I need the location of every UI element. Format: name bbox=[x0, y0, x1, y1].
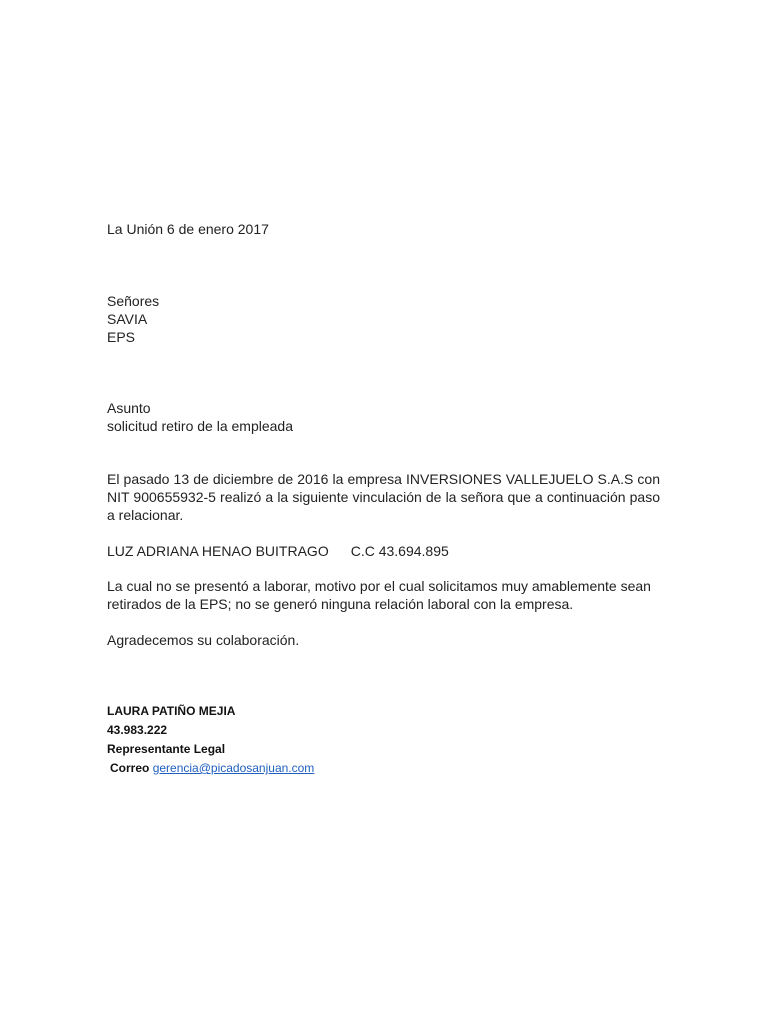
recipient-line-2: EPS bbox=[107, 329, 136, 345]
recipient-salutation: Señores bbox=[107, 293, 160, 309]
subject-label: Asunto bbox=[107, 400, 151, 416]
recipient-block bbox=[107, 292, 660, 346]
body-paragraph-2: La cual no se presentó a laborar, motivo por el cual solicitamos muy amablemente sean retirados de la EPS; no se generó ninguna relación laboral con la empresa. bbox=[107, 578, 651, 612]
signature-block bbox=[107, 702, 314, 778]
employee-line bbox=[107, 542, 660, 560]
recipient-line-1: SAVIA bbox=[107, 311, 148, 327]
signer-name: LAURA PATIÑO MEJIA bbox=[107, 704, 236, 718]
signer-id: 43.983.222 bbox=[107, 723, 168, 737]
letter-date bbox=[107, 220, 660, 238]
email-label: Correo bbox=[110, 761, 150, 775]
closing-line: Agradecemos su colaboración. bbox=[107, 632, 300, 648]
employee-name: LUZ ADRIANA HENAO BUITRAGO bbox=[107, 543, 329, 559]
email-row bbox=[107, 759, 314, 778]
signer-role: Representante Legal bbox=[107, 742, 226, 756]
email-link[interactable]: gerencia@picadosanjuan.com bbox=[152, 761, 315, 775]
employee-id: C.C 43.694.895 bbox=[350, 543, 449, 559]
subject-text: solicitud retiro de la empleada bbox=[107, 418, 293, 434]
body-paragraph-1: El pasado 13 de diciembre de 2016 la empresa INVERSIONES VALLEJUELO S.A.S con NIT 900655932-5 realizó a la siguiente vinculación de la señora que a continuación paso a relacionar. bbox=[107, 471, 660, 523]
subject-block bbox=[107, 399, 660, 435]
date-text: La Unión 6 de enero 2017 bbox=[107, 221, 269, 237]
